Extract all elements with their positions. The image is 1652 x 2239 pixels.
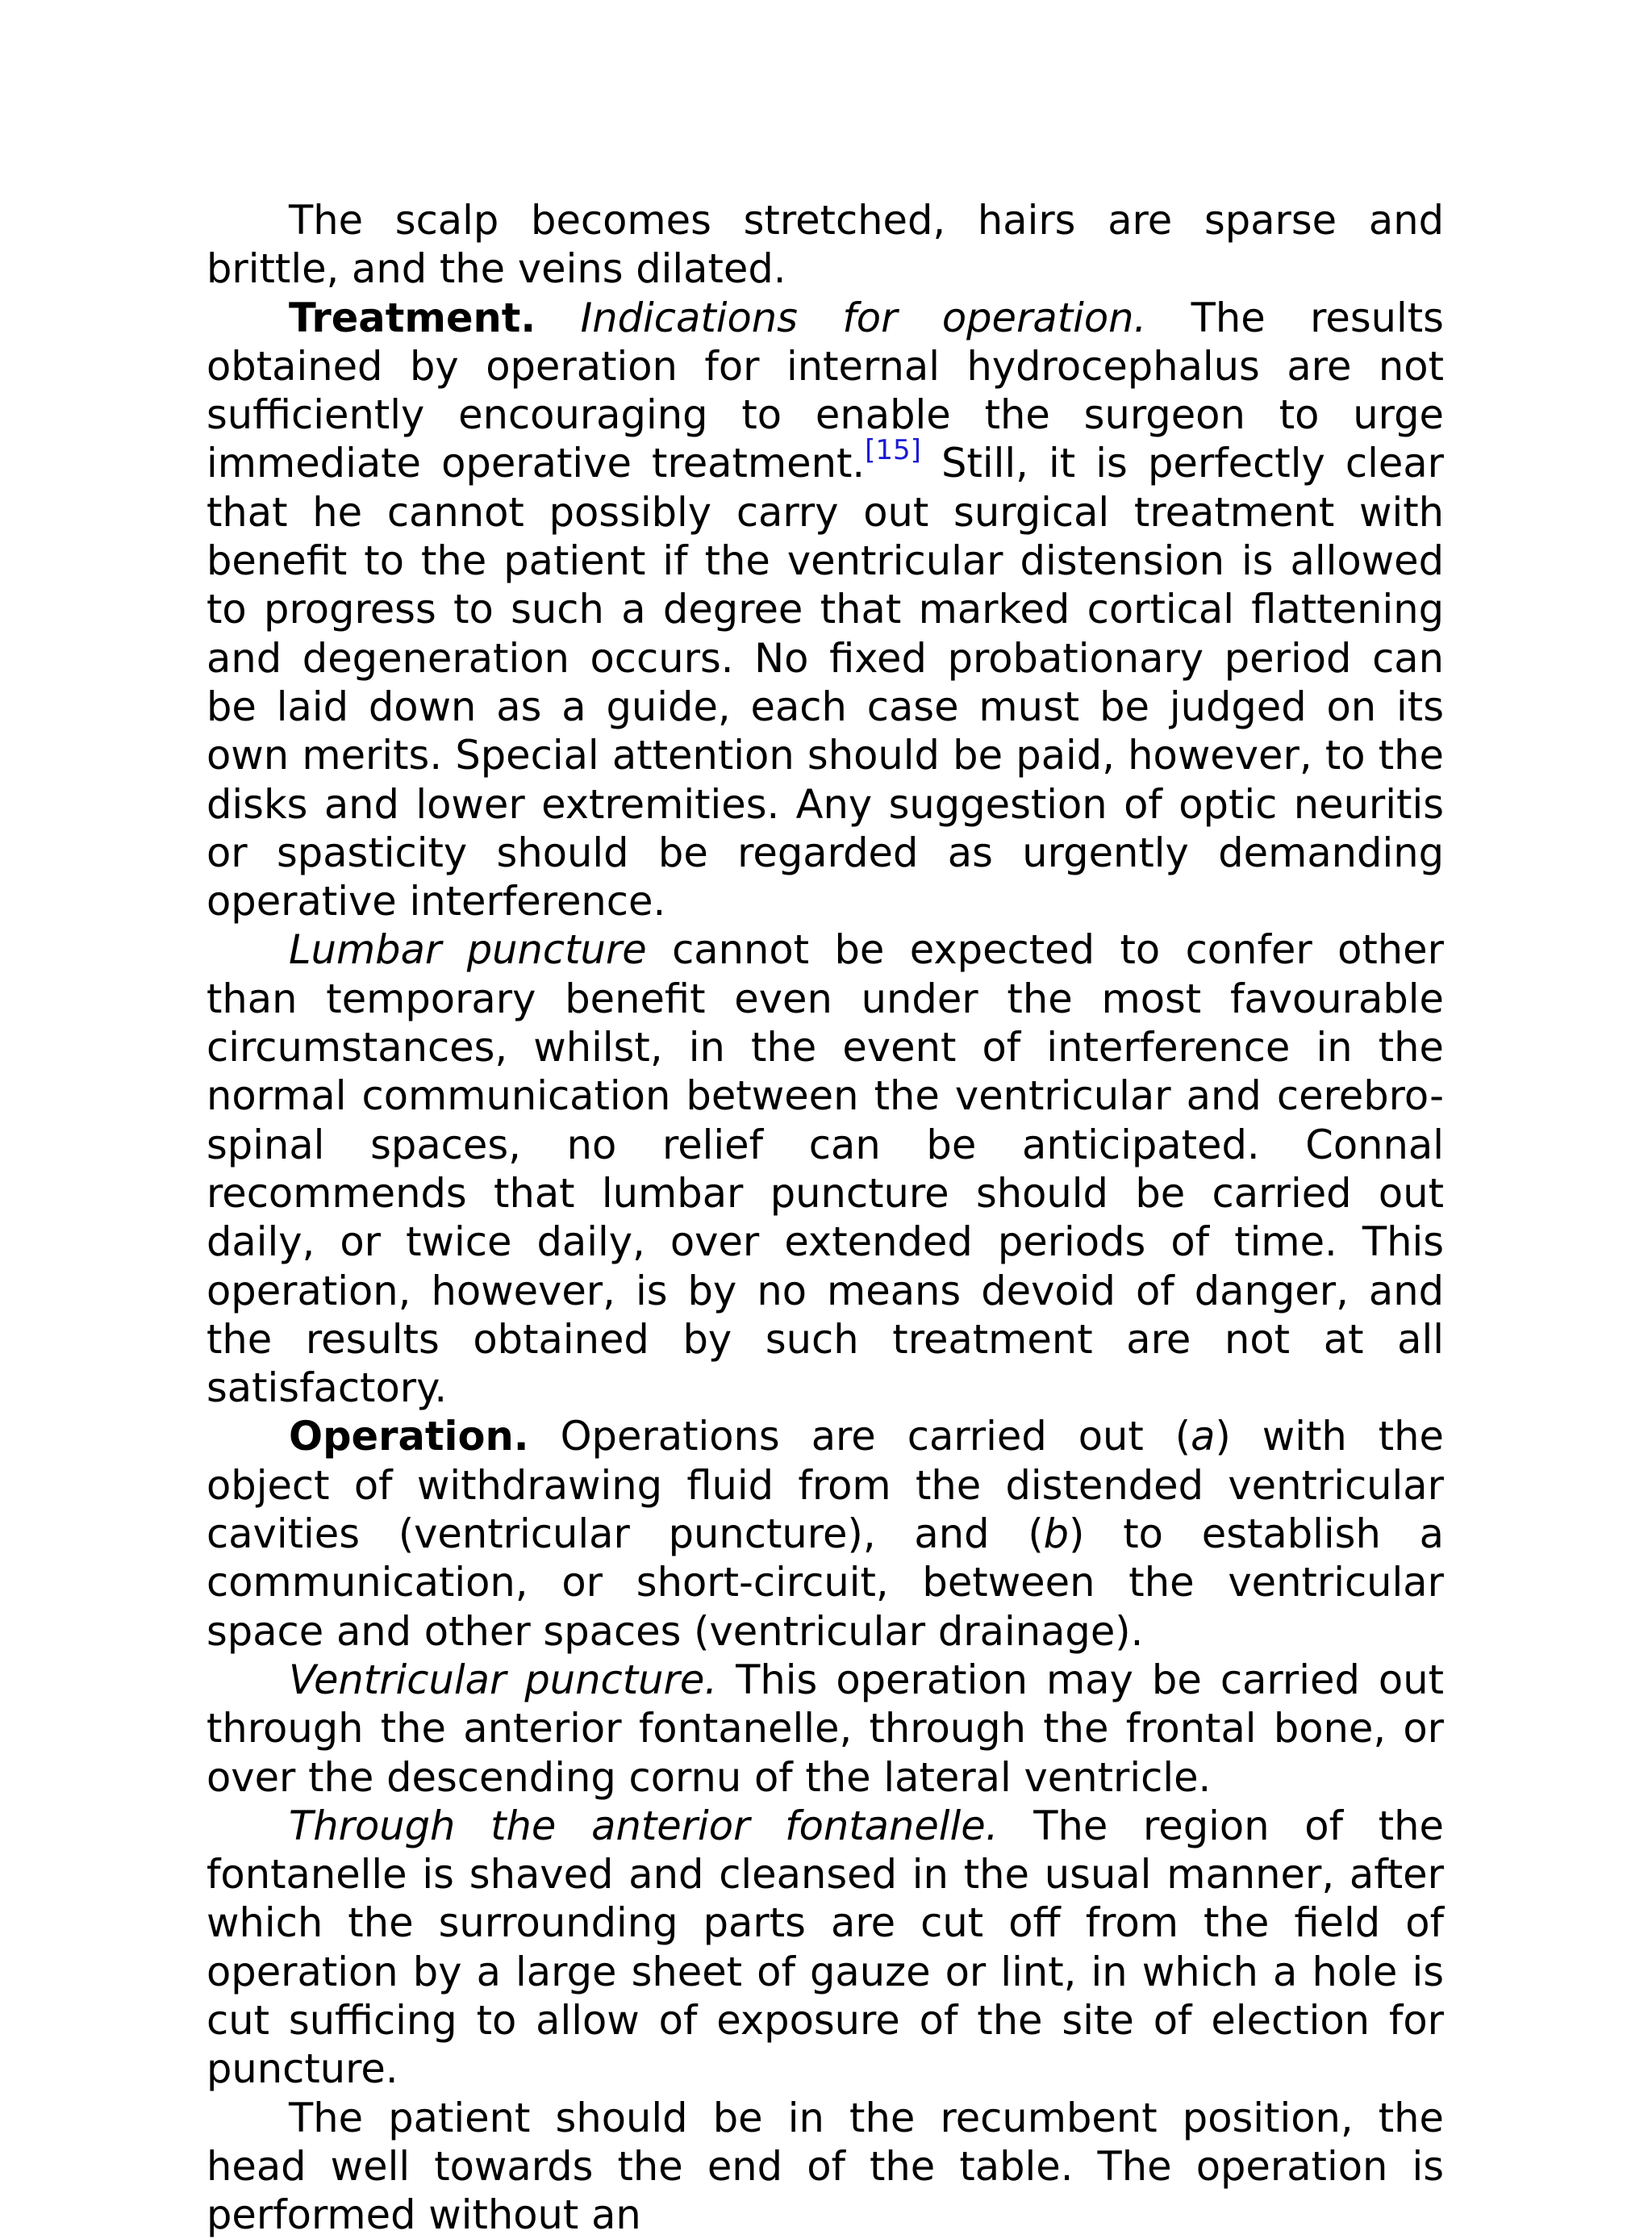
- paragraph-text: The patient should be in the recumbent position, the head well towards the end of the table. The operation is performed without an: [206, 2094, 1444, 2239]
- paragraph-text: The results obtained by operation for internal hydrocephalus are not sufficiently encouraging to enable the surgeon to urge immediate operative treatment.: [206, 294, 1444, 487]
- paragraph-text: cannot be expected to confer other than temporary benefit even under the most favourable circumstances, whilst, in the event of interference in the normal communication between the ventricular and cerebro-spinal spaces, no relief can be anticipated. Connal recommends that lumbar puncture should be carried out daily, or twice daily, over extended periods of time. This operation, however, is by no means devoid of danger, and the results obtained by such treatment are not at all satisfactory.: [206, 926, 1444, 1412]
- footnote-link[interactable]: [15]: [865, 434, 921, 467]
- enum-letter-b: b: [1043, 1510, 1070, 1558]
- paragraph-scalp: [206, 196, 1444, 294]
- paragraph-lumbar-puncture: [206, 925, 1444, 1412]
- paragraph-ventricular-puncture: [206, 1656, 1444, 1802]
- paragraph-text: Still, it is perfectly clear that he cannot possibly carry out surgical treatment with benefit to the patient if the ventricular distension is allowed to progress to such a degree that marked cortical flattening and degeneration occurs. No fixed probationary period can be laid down as a guide, each case must be judged on its own merits. Special attention should be paid, however, to the disks and lower extremities. Any suggestion of optic neuritis or spasticity should be regarded as urgently demanding operative interference.: [206, 440, 1444, 925]
- paragraph-operation: [206, 1412, 1444, 1655]
- paragraph-text: The scalp becomes stretched, hairs are sparse and brittle, and the veins dilated.: [206, 197, 1444, 293]
- lead-anterior-fontanelle: Through the anterior fontanelle.: [289, 1802, 999, 1849]
- paragraph-text: The region of the fontanelle is shaved and cleansed in the usual manner, after which the surrounding parts are cut off from the field of operation by a large sheet of gauze or lint, in which a hole is cut sufficing to allow of exposure of the site of election for puncture.: [206, 1802, 1444, 2093]
- document-page: [206, 196, 1444, 2239]
- paragraph-text: ) with the object of withdrawing fluid from the distended ventricular cavities (ventricular puncture), and (: [206, 1413, 1444, 1558]
- section-heading-operation: Operation.: [289, 1413, 529, 1460]
- paragraph-treatment: [206, 294, 1444, 926]
- subheading-indications: Indications for operation.: [580, 294, 1147, 341]
- paragraph-patient-position: [206, 2094, 1444, 2239]
- lead-lumbar-puncture: Lumbar puncture: [289, 926, 647, 974]
- lead-ventricular-puncture: Ventricular puncture.: [289, 1656, 718, 1703]
- paragraph-text: Operations are carried out (: [528, 1413, 1191, 1460]
- section-heading-treatment: Treatment.: [289, 294, 536, 341]
- paragraph-anterior-fontanelle: [206, 1802, 1444, 2094]
- enum-letter-a: a: [1191, 1413, 1216, 1460]
- paragraph-text: ) to establish a communication, or short-circuit, between the ventricular space and other spaces (ventricular drainage).: [206, 1510, 1444, 1655]
- paragraph-text: This operation may be carried out through the anterior fontanelle, through the frontal bone, or over the descending cornu of the lateral ventricle.: [206, 1656, 1444, 1801]
